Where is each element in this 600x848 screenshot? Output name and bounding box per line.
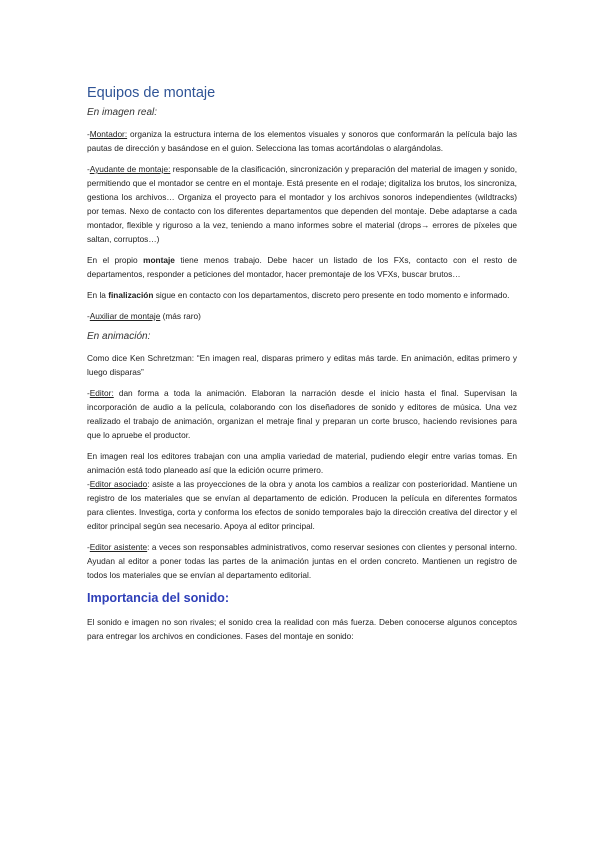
dash: - [87,542,90,552]
paragraph-imagen-real: En imagen real los editores trabajan con una amplia variedad de material, pudiendo elegir entre varias tomas. En animación está todo planeado así que la edición ocurre primero. [87,451,517,475]
paragraph-editor-asistente [87,540,517,582]
text-pre: En el propio [87,255,144,265]
dash: - [87,164,90,174]
bold-finalizacion: finalización [108,290,154,300]
dash: - [87,479,90,489]
paragraph-ayudante [87,162,517,246]
text-ayudante: responsable de la clasificación, sincronización y preparación del material de imagen y sonido, permitiendo que el montador se centre en el montaje. Está presente en el rodaje; digitaliza los brutos, los sincroniza, gestiona los archivos… Organiza el proyecto para el montador y los archivos sonoros independientes (wildtracks) por temas. Nexo de contacto con los diferentes departamentos que dependen del montaje. Debe adaptarse a cada montador, flexible y riguroso a la vez, teniendo a mano informes sobre el material (drops→ errores de píxeles que saltan, corruptos…) [87,164,518,244]
text-editor: dan forma a toda la animación. Elaboran la narración desde el inicio hasta el final. Supervisan la incorporación de audio a la película, colaborando con los diseñadores de sonido y editores de música. Una vez realizado el trabajo de animación, organizan el metraje final y preparan un corte brusco, haciendo revisiones para que lo apruebe el productor. [87,388,517,440]
paragraph-auxiliar [87,309,517,323]
document-title: Equipos de montaje [87,85,216,101]
paragraph-editor [87,386,517,442]
text-pre: En la [87,290,109,300]
term-ayudante: Ayudante de montaje: [89,164,171,174]
dash: - [87,388,90,398]
paragraph-finalizacion [87,288,517,302]
term-auxiliar: Auxiliar de montaje [89,311,161,321]
section-imagen-real: En imagen real: [87,107,158,118]
paragraph-montador [87,127,517,155]
text-post: tiene menos trabajo. Debe hacer un listado de los FXs, contacto con el resto de departamentos, responder a peticiones del montador, hacer premontaje de los VFXs, buscar brutos… [87,255,517,279]
bold-montaje: montaje [143,255,175,265]
paragraph-quote: Como dice Ken Schretzman: “En imagen real, disparas primero y editas más tarde. En animación, editas primero y luego disparas” [87,353,517,377]
text-editor-asistente: : a veces son responsables administrativos, como reservar sesiones con clientes y personal interno. Ayudan al editor a poner todas las partes de la animación juntas en el orden concreto. Mantienen un registro de todos los materiales que se envían al departamento editorial. [87,542,518,580]
paragraph-editor-asociado [87,477,517,533]
dash: - [87,311,90,321]
dash: - [87,129,90,139]
text-auxiliar: (más raro) [160,311,201,321]
term-montador: Montador: [89,129,128,139]
heading-sonido: Importancia del sonido: [87,591,230,605]
document-page [87,84,517,650]
term-editor-asistente: Editor asistente [89,542,148,552]
term-editor: Editor: [89,388,114,398]
section-animacion: En animación: [87,331,151,342]
text-post: sigue en contacto con los departamentos, discreto pero presente en todo momento e informado. [153,290,510,300]
paragraph-sonido: El sonido e imagen no son rivales; el sonido crea la realidad con más fuerza. Deben conocerse algunos conceptos para entregar los archivos en condiciones. Fases del montaje en sonido: [87,617,517,641]
text-editor-asociado: : asiste a las proyecciones de la obra y anota los cambios a realizar con posterioridad. Mantiene un registro de los materiales que se envían al departamento de edición. Producen la película en diferentes formatos para clientes. Investiga, corta y conforma los efectos de sonido temporales bajo la dirección creativa del director y el editor principal según sea necesario. Apoya al editor principal. [87,479,517,531]
text-montador: organiza la estructura interna de los elementos visuales y sonoros que conformarán la película bajo las pautas de dirección y basándose en el guion. Selecciona las tomas acortándolas o alargándolas. [87,129,517,153]
term-editor-asociado: Editor asociado [89,479,148,489]
paragraph-propio-montaje [87,253,517,281]
